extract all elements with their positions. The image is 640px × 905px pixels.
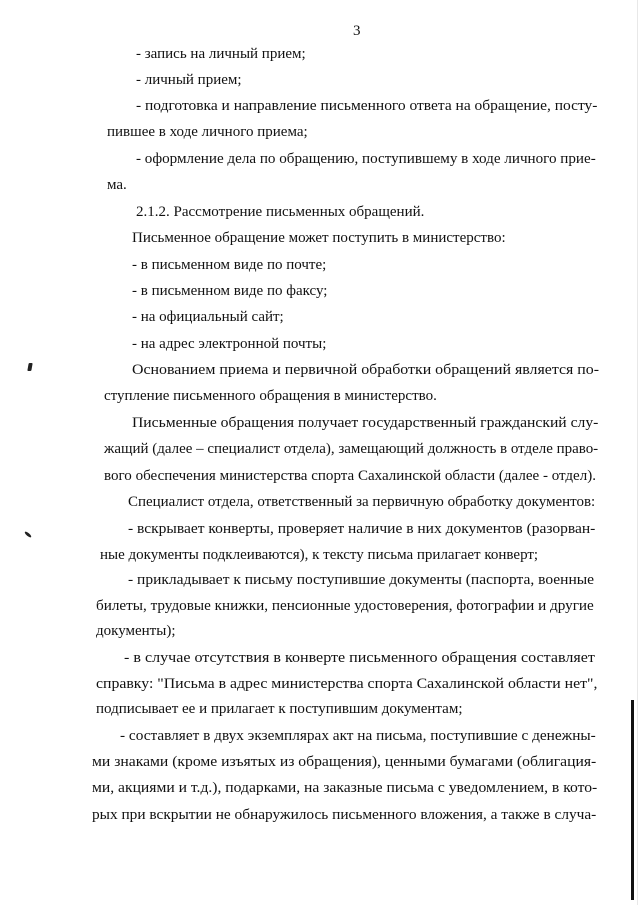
text-line: ми, акциями и т.д.), подарками, на заказные письма с уведомлением, в кото-: [92, 780, 598, 796]
text-line: жащий (далее – специалист отдела), замещающий должность в отделе право-: [104, 441, 599, 457]
text-line: Письменное обращение может поступить в министерство:: [132, 230, 506, 246]
text-line: - запись на личный прием;: [136, 46, 306, 62]
text-line: - составляет в двух экземплярах акт на письма, поступившие с денежны-: [120, 728, 596, 744]
text-line: ма.: [107, 177, 127, 193]
text-line: билеты, трудовые книжки, пенсионные удостоверения, фотографии и другие: [96, 598, 594, 614]
scan-edge-line: [631, 700, 634, 900]
scan-edge-shadow: [637, 0, 638, 905]
text-line: рых при вскрытии не обнаружилось письменного вложения, а также в случа-: [92, 807, 597, 823]
text-line: пившее в ходе личного приема;: [107, 124, 308, 140]
text-line: ные документы подклеиваются), к тексту письма прилагает конверт;: [100, 547, 539, 563]
text-line: - оформление дела по обращению, поступившему в ходе личного прие-: [136, 151, 596, 167]
text-line: документы);: [96, 623, 176, 639]
text-line: 2.1.2. Рассмотрение письменных обращений.: [136, 204, 425, 220]
text-line: - личный прием;: [136, 72, 242, 88]
scan-speck: [27, 363, 32, 371]
text-line: - подготовка и направление письменного ответа на обращение, посту-: [136, 98, 598, 114]
text-line: - прикладывает к письму поступившие документы (паспорта, военные: [128, 572, 595, 588]
text-line: - в письменном виде по факсу;: [132, 283, 328, 299]
text-line: Основанием приема и первичной обработки обращений является по-: [132, 362, 600, 378]
text-line: - вскрывает конверты, проверяет наличие в них документов (разорван-: [128, 521, 596, 537]
text-line: Специалист отдела, ответственный за первичную обработку документов:: [128, 494, 596, 510]
text-line: справку: "Письма в адрес министерства спорта Сахалинской области нет",: [96, 676, 598, 692]
text-line: - на официальный сайт;: [132, 309, 284, 325]
text-line: Письменные обращения получает государственный гражданский слу-: [132, 415, 599, 431]
text-line: подписывает ее и прилагает к поступившим документам;: [96, 701, 463, 717]
text-line: - в письменном виде по почте;: [132, 257, 327, 273]
text-line: вого обеспечения министерства спорта Сахалинской области (далее - отдел).: [104, 468, 596, 484]
text-line: - в случае отсутствия в конверте письменного обращения составляет: [124, 650, 595, 666]
page-number: 3: [353, 23, 361, 39]
text-line: - на адрес электронной почты;: [132, 336, 327, 352]
text-line: ступление письменного обращения в министерство.: [104, 388, 437, 404]
text-line: ми знаками (кроме изъятых из обращения), ценными бумагами (облигация-: [92, 754, 597, 770]
scan-speck: [24, 531, 32, 538]
